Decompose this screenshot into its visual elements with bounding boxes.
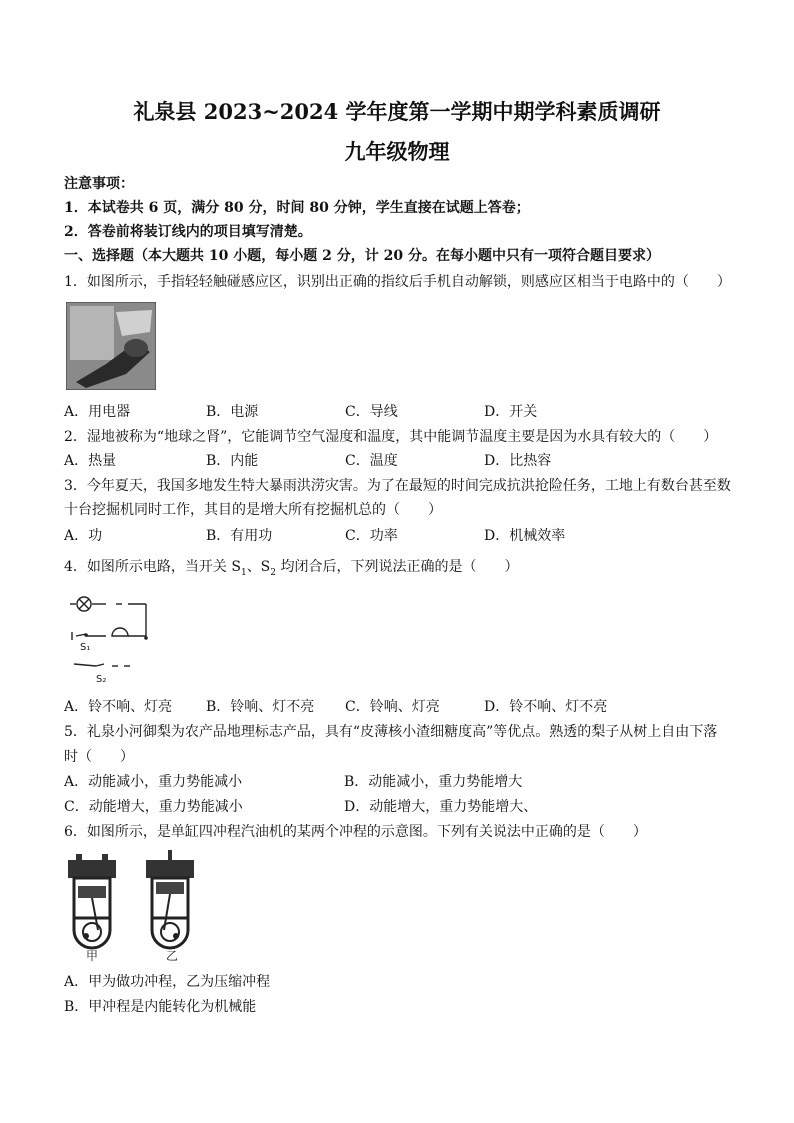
q2-option-c[interactable]: C．温度 — [345, 453, 398, 469]
question-3-stem-line-1: 3．今年夏天，我国多地发生特大暴雨洪涝灾害。为了在最短的时间完成抗洪抢险任务，工地上有数台甚至数 — [64, 478, 731, 494]
q2-option-d[interactable]: D．比热容 — [484, 453, 552, 469]
question-2-options — [64, 451, 744, 471]
notice-item-2: 2．答卷前将装订线内的项目填写清楚。 — [64, 224, 312, 240]
q4-stem-sub-2: 2 — [270, 567, 277, 578]
q4-stem-mid: 、S — [246, 559, 271, 575]
q4-option-a[interactable]: A．铃不响、灯亮 — [64, 699, 173, 715]
question-2-stem: 2．湿地被称为“地球之肾”，它能调节空气湿度和温度，其中能调节温度主要是因为水具有较大的（ ） — [64, 429, 718, 445]
fingerprint-sensor-photo — [66, 302, 156, 390]
exam-title: 礼泉县 2023~2024 学年度第一学期中期学科素质调研 — [133, 99, 661, 124]
q6-option-a[interactable]: A．甲为做功冲程，乙为压缩冲程 — [64, 974, 271, 990]
circuit-diagram — [62, 592, 154, 688]
q4-option-b[interactable]: B．铃响、灯不亮 — [206, 699, 315, 715]
switch-s1-label: S₁ — [80, 642, 91, 653]
notice-heading: 注意事项： — [64, 176, 134, 192]
q5-option-d[interactable]: D．动能增大，重力势能增大、 — [344, 799, 538, 815]
question-4-stem — [64, 557, 518, 583]
question-5-stem-line-2: 时（ ） — [64, 749, 134, 765]
engine-label-jia: 甲 — [86, 949, 99, 963]
q5-option-c[interactable]: C．动能增大，重力势能减小 — [64, 799, 243, 815]
q5-option-b[interactable]: B．动能减小，重力势能增大 — [344, 774, 523, 790]
question-5-options-row-2 — [64, 797, 744, 817]
q3-option-b[interactable]: B．有用功 — [206, 528, 273, 544]
question-1-options — [64, 402, 744, 422]
q4-stem-suffix: 均闭合后，下列说法正确的是（ ） — [276, 559, 519, 575]
q1-option-b[interactable]: B．电源 — [206, 404, 259, 420]
engine-jia — [68, 854, 116, 948]
question-3-stem-line-2: 十台挖掘机同时工作，其目的是增大所有挖掘机总的（ ） — [64, 502, 442, 518]
q5-option-a[interactable]: A．动能减小，重力势能减小 — [64, 774, 243, 790]
q2-option-a[interactable]: A．热量 — [64, 453, 117, 469]
q6-option-b[interactable]: B．甲冲程是内能转化为机械能 — [64, 999, 257, 1015]
question-1-stem: 1．如图所示，手指轻轻触碰感应区，识别出正确的指纹后手机自动解锁，则感应区相当于电路中的（ ） — [64, 274, 731, 290]
q4-option-c[interactable]: C．铃响、灯亮 — [345, 699, 440, 715]
engine-label-yi: 乙 — [166, 949, 179, 963]
engine-stroke-diagram — [62, 848, 202, 964]
question-6-stem: 6．如图所示，是单缸四冲程汽油机的某两个冲程的示意图。下列有关说法中正确的是（ ） — [64, 824, 647, 840]
q4-stem-prefix: 4．如图所示电路，当开关 S — [64, 559, 241, 575]
engine-yi — [146, 850, 194, 948]
q3-option-c[interactable]: C．功率 — [345, 528, 398, 544]
question-5-stem-line-1: 5．礼泉小河御梨为农产品地理标志产品，具有“皮薄核小渣细糖度高”等优点。熟透的梨子从树上自由下落 — [64, 724, 718, 740]
switch-s2-label: S₂ — [96, 674, 107, 685]
q1-option-d[interactable]: D．开关 — [484, 404, 538, 420]
section-heading: 一、选择题（本大题共 10 小题，每小题 2 分，计 20 分。在每小题中只有一项符合题目要求） — [64, 248, 660, 264]
q1-option-a[interactable]: A．用电器 — [64, 404, 131, 420]
q2-option-b[interactable]: B．内能 — [206, 453, 259, 469]
notice-item-1: 1．本试卷共 6 页，满分 80 分，时间 80 分钟，学生直接在试题上答卷； — [64, 200, 530, 216]
question-4-options — [64, 697, 744, 717]
question-3-options — [64, 526, 744, 546]
exam-subtitle: 九年级物理 — [344, 139, 450, 164]
q3-option-a[interactable]: A．功 — [64, 528, 103, 544]
q1-option-c[interactable]: C．导线 — [345, 404, 398, 420]
q4-stem-sub-1: 1 — [240, 567, 247, 578]
question-5-options-row-1 — [64, 772, 744, 792]
q3-option-d[interactable]: D．机械效率 — [484, 528, 566, 544]
q4-option-d[interactable]: D．铃不响、灯不亮 — [484, 699, 608, 715]
